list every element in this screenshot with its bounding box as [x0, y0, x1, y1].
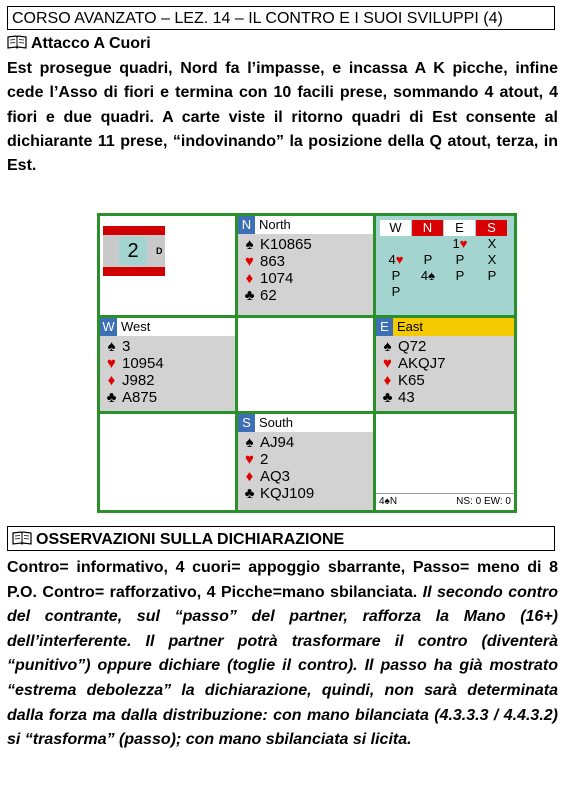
bidding-header: W N E S: [380, 220, 508, 236]
spade-icon: ♠: [107, 338, 116, 355]
west-spades: 3: [122, 338, 131, 355]
east-diamonds: K65: [398, 372, 425, 389]
north-hand: [235, 213, 376, 318]
section-heading-bidding: [7, 526, 555, 551]
bidding-row: 1♥ X: [452, 236, 497, 251]
section2-title: OSSERVAZIONI SULLA DICHIARAZIONE: [36, 531, 345, 548]
board-number-badge: [103, 226, 165, 276]
empty-cell: [97, 411, 238, 513]
heart-icon: ♥: [107, 355, 116, 372]
board-number-cell: [97, 213, 238, 318]
south-hand: [235, 411, 376, 513]
bidding-row: P: [391, 284, 401, 299]
east-hearts: AKQJ7: [398, 355, 446, 372]
result-cell: [373, 411, 517, 513]
north-diamonds: 1074: [260, 270, 294, 287]
bidding-notes: [7, 556, 558, 753]
east-hand: [373, 315, 517, 414]
spade-icon: ♠: [245, 236, 254, 253]
east-spades: Q72: [398, 338, 427, 355]
south-diamonds: AQ3: [260, 468, 291, 485]
west-hearts: 10954: [122, 355, 164, 372]
south-header: S South: [238, 414, 373, 432]
west-clubs: A875: [122, 389, 158, 406]
diamond-icon: ♦: [383, 372, 392, 389]
book-icon: [7, 35, 27, 49]
club-icon: ♣: [382, 389, 393, 406]
book-icon: [12, 531, 32, 545]
heart-icon: ♥: [245, 451, 254, 468]
spade-icon: ♠: [383, 338, 392, 355]
bidding-box: [373, 213, 517, 318]
north-clubs: 62: [260, 287, 277, 304]
south-spades: AJ94: [260, 434, 295, 451]
south-clubs: KQJ109: [260, 485, 315, 502]
score: NS: 0 EW: 0: [456, 496, 511, 507]
club-icon: ♣: [244, 287, 255, 304]
west-header: W West: [100, 318, 235, 336]
bridge-board: [97, 213, 517, 513]
lead-paragraph: Est prosegue quadri, Nord fa l’impasse, e incassa A K picche, infine cede l’Asso di fiori e termina con 10 facili prese, sommando 4 atout, 4 fiori e due quadri. A carte viste il ritorno quadri di Est consente al dichiarante 11 prese, “indovinando” la posizione della Q atout, terza, in Est.: [7, 60, 558, 175]
section-heading-text: Attacco A Cuori: [31, 35, 151, 52]
diamond-icon: ♦: [245, 468, 254, 485]
heart-icon: ♥: [245, 253, 254, 270]
east-clubs: 43: [398, 389, 415, 406]
heart-icon: ♥: [383, 355, 392, 372]
table-center: [235, 315, 376, 414]
north-header: N North: [238, 216, 373, 234]
bidding-row: P 4♠ P P: [391, 268, 497, 283]
score-bar: [376, 493, 514, 510]
club-icon: ♣: [244, 485, 255, 502]
east-header: E East: [376, 318, 514, 336]
north-spades: K10865: [260, 236, 312, 253]
bidding-notes-bold: Contro= informativo, 4 cuori= appoggio sbarrante, Passo= meno di 8 P.O. Contro= rafforzativo, 4 Picche=mano sbilanciata.: [7, 559, 558, 601]
south-hearts: 2: [260, 451, 269, 468]
dealer-mark: D: [156, 246, 163, 256]
section-heading-lead: [7, 33, 151, 55]
bidding-row: 4♥ P P X: [388, 252, 497, 267]
diamond-icon: ♦: [245, 270, 254, 287]
club-icon: ♣: [106, 389, 117, 406]
west-diamonds: J982: [122, 372, 155, 389]
bidding-notes-italic: Il secondo contro del contrante, sul “passo” del partner, rafforza la Mano (16+) dell’interferente. Il partner potrà trasformare il contro (diventerà “punitivo”) oppure dichiare (toglie il contro). Il passo ha già mostrato “estrema debolezza” la dichiarazione, quindi, non sarà determinata dalla forza ma dalla distribuzione: con mano bilanciata (4.3.3.3 / 4.4.3.2) si “trasforma” (passo); con mano sbilanciata si licita.: [7, 583, 559, 749]
diamond-icon: ♦: [107, 372, 116, 389]
contract: 4♠N: [379, 496, 398, 507]
west-hand: [97, 315, 238, 414]
north-hearts: 863: [260, 253, 286, 270]
page-title: CORSO AVANZATO – LEZ. 14 – IL CONTRO E I SUOI SVILUPPI (4): [7, 6, 555, 30]
spade-icon: ♠: [245, 434, 254, 451]
board-number: 2: [119, 237, 147, 265]
